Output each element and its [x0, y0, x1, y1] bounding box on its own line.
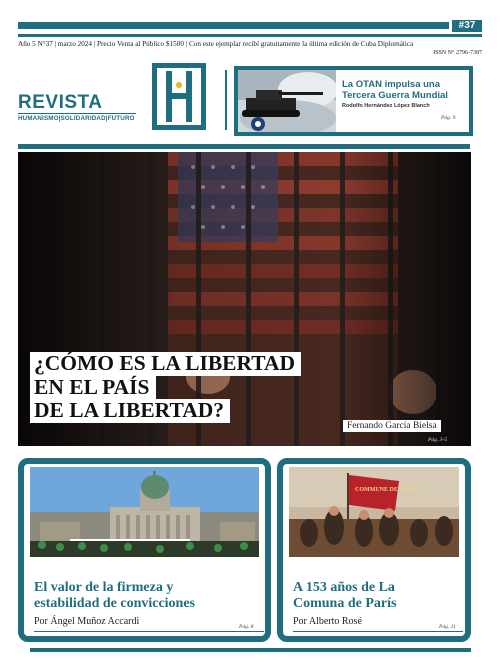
teaser-author: Rodolfo Hernández López Blanch [342, 103, 430, 109]
top-bar [18, 22, 449, 29]
issue-badge: #37 [452, 20, 482, 32]
header-rule [18, 34, 482, 37]
card-title [293, 580, 468, 612]
hero-author: Fernando García Bielsa [343, 420, 441, 432]
teaser-title: La OTAN impulsa una Tercera Guerra Mundial [342, 79, 448, 101]
card-author: Por Ángel Muñoz Accardi [34, 616, 140, 627]
congress-protest-image [30, 467, 259, 557]
article-card-congress[interactable] [18, 458, 271, 642]
card-rule [293, 631, 463, 632]
magazine-brand: REVISTA [18, 92, 103, 113]
hero-page: Pág. 3-5 [428, 437, 447, 443]
hero-headline [30, 352, 301, 423]
section-rule [18, 144, 470, 149]
card-title-line: El valor de la firmeza y [34, 580, 174, 595]
card-title-line: estabilidad de convicciones [34, 596, 196, 611]
masthead-separator [225, 70, 227, 130]
magazine-tagline: HUMANISMO|SOLIDARIDAD|FUTURO [18, 115, 135, 122]
flag-text: COMMUNE DE PARIS [355, 487, 417, 493]
card-author: Por Alberto Rosé [293, 616, 362, 627]
hero-headline-line: EN EL PAÍS [30, 376, 156, 400]
teaser-box[interactable] [234, 66, 473, 136]
card-title [34, 580, 269, 612]
hero-headline-line: DE LA LIBERTAD? [30, 399, 230, 423]
brand-rule [18, 113, 136, 114]
h-logo-icon [166, 71, 192, 122]
article-card-commune[interactable] [277, 458, 471, 642]
commune-painting-image [289, 467, 459, 557]
card-page: Pág. 8 [239, 624, 254, 630]
hero-headline-line: ¿CÓMO ES LA LIBERTAD [30, 352, 301, 376]
card-page: Pág. 11 [439, 624, 456, 630]
card-title-line: A 153 años de La [293, 580, 395, 595]
nato-tank-image [238, 70, 336, 132]
card-rule [34, 631, 264, 632]
card-title-line: Comuna de París [293, 596, 397, 611]
issue-meta-line: Año 5 N°37 | marzo 2024 | Precio Venta al Público $1500 | Con este ejemplar recibí gratuitamente la última edición de Cuba Diplomática [18, 40, 414, 48]
issn-label: ISSN N° 2796-7387 [433, 50, 482, 56]
teaser-page: Pág. 9 [441, 115, 456, 121]
bottom-bar [30, 648, 471, 652]
